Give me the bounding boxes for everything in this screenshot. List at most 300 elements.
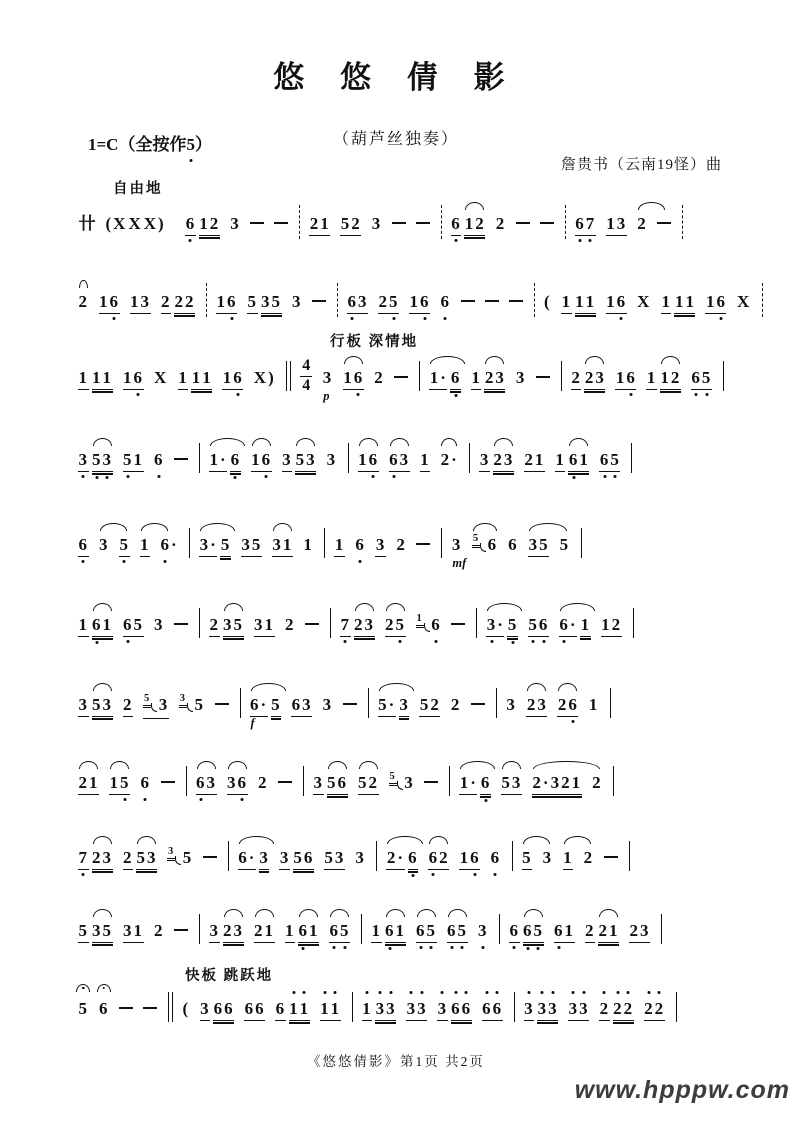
digit: 1 — [133, 921, 143, 940]
note-token — [285, 921, 296, 943]
low-octave-dot — [199, 798, 202, 801]
digit: 3 — [515, 367, 526, 387]
digit: 1 — [78, 615, 88, 634]
duration-dash — [274, 222, 288, 224]
note-token — [174, 292, 195, 314]
note-token — [523, 921, 544, 943]
note-token — [691, 368, 712, 390]
digit: 1 — [534, 450, 545, 469]
digit: 3 — [616, 214, 627, 233]
digit: 2 — [209, 615, 219, 634]
high-octave-dot — [303, 991, 306, 994]
barline — [189, 528, 190, 558]
digit: 3 — [140, 292, 150, 311]
note-token — [661, 292, 672, 314]
digit: 2 — [78, 292, 88, 311]
note-token — [78, 450, 89, 472]
low-octave-dot — [720, 317, 723, 320]
note-token — [451, 999, 472, 1021]
digit: 2 — [258, 773, 268, 792]
dashed-barline — [299, 205, 300, 239]
digit: 3 — [279, 848, 290, 867]
digit: 2 — [450, 695, 461, 714]
grace-note: 1 — [416, 614, 424, 628]
note-token — [136, 848, 157, 870]
note-token — [254, 615, 275, 637]
note-token — [216, 292, 237, 314]
note-token — [584, 368, 605, 390]
low-octave-dot — [95, 641, 98, 644]
digit: 3 — [259, 848, 269, 867]
digit: 1 — [123, 367, 133, 387]
note-token — [440, 292, 451, 312]
digit: 1 — [320, 999, 331, 1019]
note-token — [515, 368, 526, 388]
augmentation-dot: · — [451, 450, 458, 469]
digit: 2 — [396, 535, 406, 554]
low-octave-dot — [82, 873, 85, 876]
digit: 1 — [471, 367, 481, 387]
music-line — [78, 688, 620, 730]
note-token — [378, 695, 396, 717]
digit: X — [253, 367, 268, 387]
digit: 2 — [526, 695, 537, 714]
digit: 3 — [102, 450, 113, 470]
digit: 2 — [174, 292, 184, 311]
digit: 6 — [92, 615, 103, 635]
barline — [419, 361, 420, 391]
note-token — [501, 773, 522, 795]
digit: 3 — [371, 214, 382, 233]
note-token — [279, 848, 290, 870]
note-token — [119, 535, 130, 557]
note-token — [459, 773, 477, 795]
digit: 3 — [78, 695, 88, 714]
digit: 6 — [416, 921, 427, 941]
note-token — [451, 535, 467, 570]
note-token — [92, 695, 113, 717]
digit: 6 — [538, 615, 549, 635]
duration-dash — [174, 623, 188, 625]
notation-symbol — [736, 292, 750, 312]
note-token — [123, 921, 144, 943]
digit: 2 — [385, 615, 395, 634]
digit: 3 — [230, 214, 240, 233]
note-token — [179, 695, 205, 717]
high-octave-dot — [541, 991, 544, 994]
digit: 1 — [102, 367, 112, 387]
digit: 卄 — [78, 214, 97, 233]
barline — [723, 361, 724, 391]
note-token — [340, 214, 361, 236]
digit: 3 — [158, 695, 169, 714]
digit: 2 — [611, 615, 622, 634]
digit: 6 — [224, 999, 234, 1018]
note-token — [222, 368, 243, 390]
note-token — [464, 214, 485, 236]
dynamic-marking: p — [323, 388, 330, 403]
note-token — [223, 921, 244, 943]
digit: 1 — [362, 999, 373, 1019]
digit: 3 — [399, 450, 410, 469]
low-octave-dot — [392, 317, 395, 320]
grace-note: 5 — [143, 694, 151, 708]
digit: 1 — [209, 450, 219, 469]
low-octave-dot — [572, 720, 575, 723]
digit: 6 — [461, 999, 472, 1019]
duration-dash — [343, 703, 357, 705]
low-octave-dot — [630, 393, 633, 396]
barline — [661, 914, 662, 944]
note-token — [528, 615, 549, 637]
instrument-subtitle: （葫芦丝独奏） — [332, 131, 459, 148]
digit: 2 — [670, 367, 681, 387]
high-octave-dot — [616, 991, 619, 994]
note-token — [289, 999, 310, 1021]
dashed-barline — [206, 283, 207, 317]
high-octave-dot — [454, 991, 457, 994]
note-token — [327, 773, 348, 795]
digit: 5 — [102, 921, 112, 940]
barline — [348, 443, 349, 473]
note-token — [92, 848, 113, 870]
low-octave-dot — [302, 947, 305, 950]
digit: 3 — [542, 848, 553, 867]
digit: 3 — [322, 695, 333, 714]
grace-tie — [187, 703, 193, 712]
digit: 1 — [564, 921, 574, 940]
note-token — [522, 848, 533, 870]
digit: ( — [544, 292, 551, 311]
digit: 2 — [584, 367, 595, 387]
notation-symbol — [105, 214, 165, 234]
high-octave-dot — [389, 991, 392, 994]
note-token — [340, 615, 351, 637]
note-token — [601, 615, 622, 637]
augmentation-dot: · — [248, 848, 256, 867]
digit: 3 — [548, 999, 559, 1019]
note-token — [140, 535, 151, 557]
digit: 6 — [355, 535, 366, 555]
low-octave-dot — [241, 798, 244, 801]
dashed-barline — [534, 283, 535, 317]
digit: 2 — [309, 214, 320, 233]
digit: 1 — [646, 367, 657, 387]
digit: 2 — [592, 773, 602, 792]
digit: 1 — [395, 921, 405, 940]
barline — [228, 841, 229, 871]
key-signature-suffix: ） — [194, 135, 212, 154]
digit: 1 — [420, 450, 430, 469]
note-token — [247, 292, 258, 314]
low-octave-dot — [423, 317, 426, 320]
digit: 3 — [399, 695, 409, 714]
low-octave-dot — [454, 394, 457, 397]
digit: 5 — [389, 292, 400, 312]
note-token — [326, 450, 337, 470]
digit: 5 — [610, 450, 621, 470]
digit: 3 — [322, 367, 333, 387]
digit: 5 — [133, 615, 143, 634]
note-token — [613, 999, 634, 1021]
digit: 3 — [355, 848, 365, 867]
low-octave-dot — [106, 476, 109, 479]
digit: 6 — [329, 921, 340, 941]
low-octave-dot — [344, 640, 347, 643]
note-token — [223, 615, 244, 637]
tempo-marking: 行板 深情地 — [330, 334, 419, 350]
note-token — [191, 368, 212, 390]
note-token — [507, 615, 518, 637]
digit: 1 — [140, 535, 150, 554]
digit: 2 — [354, 615, 364, 634]
digit: 5 — [395, 615, 406, 635]
digit: 1 — [660, 367, 670, 387]
digit: 3 — [528, 535, 539, 554]
digit: 3 — [478, 921, 489, 941]
digit: 6 — [450, 368, 461, 388]
low-octave-dot — [473, 873, 476, 876]
low-octave-dot — [490, 640, 493, 643]
note-token — [161, 292, 172, 314]
digit: 2 — [493, 450, 503, 469]
digit: 2 — [161, 292, 171, 311]
note-token — [130, 292, 151, 314]
note-token — [509, 921, 520, 943]
digit: 6 — [99, 999, 109, 1018]
digit: 2 — [484, 367, 495, 387]
digit: 2 — [386, 848, 397, 867]
digit: 6 — [196, 773, 207, 793]
digit: 1 — [429, 367, 440, 387]
digit: X — [128, 214, 142, 233]
digit: 6 — [109, 292, 120, 312]
digit: 3 — [417, 999, 428, 1019]
note-token — [705, 292, 726, 314]
digit: 6 — [691, 368, 702, 388]
digit: 6 — [508, 535, 518, 554]
music-line — [78, 443, 641, 467]
digit: 5 — [78, 999, 88, 1018]
digit: 5 — [233, 615, 243, 634]
digit: 1 — [358, 450, 368, 469]
digit: 6 — [428, 848, 439, 868]
digit: 6 — [408, 848, 419, 868]
note-token — [154, 450, 165, 470]
note-token — [258, 773, 269, 793]
note-token — [329, 921, 350, 943]
digit: 1 — [575, 292, 585, 311]
duration-dash — [174, 458, 188, 460]
digit: 2 — [351, 214, 361, 233]
digit: 3 — [92, 921, 102, 940]
note-token — [343, 368, 364, 390]
music-line — [78, 608, 643, 632]
barline — [324, 528, 325, 558]
digit: 3 — [579, 999, 590, 1019]
grace-note: 3 — [167, 847, 175, 861]
note-token — [542, 848, 553, 868]
low-octave-dot — [430, 946, 433, 949]
tempo-marking: 自由地 — [113, 181, 163, 197]
digit: 3 — [537, 999, 548, 1019]
note-token — [292, 292, 303, 312]
digit: 6 — [509, 921, 520, 941]
note-token — [309, 214, 330, 236]
duration-dash — [119, 1007, 133, 1009]
digit: 2 — [561, 773, 571, 792]
low-octave-dot — [95, 476, 98, 479]
note-token — [209, 615, 220, 637]
note-token — [78, 999, 89, 1019]
digit: 5 — [220, 535, 231, 554]
digit: 6 — [389, 450, 400, 470]
note-token — [143, 695, 169, 719]
note-token — [282, 450, 293, 472]
note-token — [78, 773, 99, 795]
note-token — [78, 848, 89, 870]
augmentation-dot: · — [210, 535, 217, 554]
digit: 3 — [506, 695, 516, 714]
note-token — [557, 695, 578, 717]
note-token — [429, 368, 447, 390]
note-token — [285, 615, 296, 635]
key-signature-prefix: 1=C（全按作 — [88, 135, 187, 154]
digit: 5 — [251, 535, 262, 554]
note-token — [563, 848, 574, 870]
low-octave-dot — [343, 946, 346, 949]
digit: 6 — [523, 921, 534, 941]
digit: 3 — [375, 535, 386, 554]
low-octave-dot — [450, 946, 453, 949]
digit: 2 — [92, 848, 102, 867]
digit: 1 — [264, 615, 274, 634]
note-token — [416, 921, 437, 943]
digit: 1 — [303, 535, 313, 554]
note-token — [334, 535, 345, 557]
digit: 6 — [616, 292, 627, 312]
augmentation-dot: · — [440, 367, 447, 387]
low-octave-dot — [234, 476, 237, 479]
note-token — [506, 695, 517, 715]
music-line — [78, 914, 671, 938]
digit: 5 — [271, 695, 281, 714]
digit: 2 — [439, 848, 449, 867]
digit: X — [736, 292, 751, 311]
note-token — [568, 450, 589, 472]
digit: 3 — [375, 999, 386, 1019]
note-token — [78, 535, 89, 557]
high-octave-dot — [465, 991, 468, 994]
note-token — [386, 848, 404, 870]
low-octave-dot — [359, 560, 362, 563]
digit: 1 — [561, 292, 572, 311]
note-token — [209, 921, 220, 943]
digit: 1 — [580, 615, 591, 634]
time-signature-denominator: 4 — [302, 376, 311, 394]
duration-dash — [516, 222, 530, 224]
digit: 2 — [440, 450, 451, 469]
note-token — [389, 450, 410, 472]
note-token — [524, 999, 535, 1021]
digit: 7 — [78, 848, 89, 868]
low-octave-dot — [589, 239, 592, 242]
digit: 6 — [626, 368, 637, 388]
digit: 6 — [347, 292, 358, 312]
low-octave-dot — [189, 159, 192, 162]
digit: 2 — [223, 921, 233, 940]
digit: 1 — [309, 921, 319, 940]
high-octave-dot — [420, 991, 423, 994]
double-barline — [286, 361, 291, 391]
digit: 3 — [595, 367, 605, 387]
digit: 3 — [479, 450, 490, 469]
note-token — [123, 368, 144, 390]
note-token — [354, 615, 375, 637]
digit: 5 — [539, 535, 549, 554]
composer-credit: 詹贵书（云南19怪）曲 — [560, 157, 722, 173]
note-token — [140, 773, 151, 793]
note-token — [385, 615, 406, 637]
fermata — [76, 984, 90, 992]
note-token — [251, 450, 272, 472]
digit: 6 — [238, 848, 248, 867]
digit: 5 — [528, 615, 539, 635]
note-token — [396, 535, 407, 555]
duration-dash — [424, 781, 438, 783]
barline — [613, 766, 614, 796]
digit: 2 — [430, 695, 440, 714]
double-barline — [168, 992, 173, 1022]
low-octave-dot — [537, 947, 540, 950]
low-octave-dot — [333, 946, 336, 949]
digit: 3 — [302, 695, 312, 714]
digit: 2 — [123, 695, 133, 714]
digit: 5 — [522, 848, 532, 867]
note-token — [78, 921, 89, 943]
note-token — [437, 999, 448, 1021]
digit: 5 — [182, 848, 193, 867]
low-octave-dot — [351, 317, 354, 320]
digit: 2 — [644, 999, 655, 1019]
tempo-marking: 快板 跳跃地 — [185, 968, 274, 984]
augmentation-dot: · — [260, 695, 268, 714]
note-token — [123, 848, 134, 870]
note-token — [575, 292, 596, 314]
low-octave-dot — [578, 239, 581, 242]
note-token — [399, 695, 410, 717]
high-octave-dot — [292, 991, 295, 994]
digit: 5 — [457, 921, 468, 941]
digit: 3 — [451, 535, 462, 554]
dynamic-marking: f — [250, 716, 255, 730]
note-token — [588, 695, 599, 715]
digit: X — [637, 292, 651, 311]
note-token — [447, 921, 468, 943]
note-token — [99, 292, 120, 314]
digit: 6 — [185, 214, 196, 234]
note-token — [471, 368, 482, 390]
digit: 1 — [109, 773, 119, 792]
digit: 2 — [532, 773, 542, 792]
key-signature — [88, 130, 212, 155]
duration-dash — [392, 222, 406, 224]
dynamic-marking: mf — [452, 556, 467, 570]
dashed-barline — [337, 283, 338, 317]
duration-dash — [394, 376, 408, 378]
low-octave-dot — [419, 946, 422, 949]
digit: 6 — [420, 292, 431, 312]
